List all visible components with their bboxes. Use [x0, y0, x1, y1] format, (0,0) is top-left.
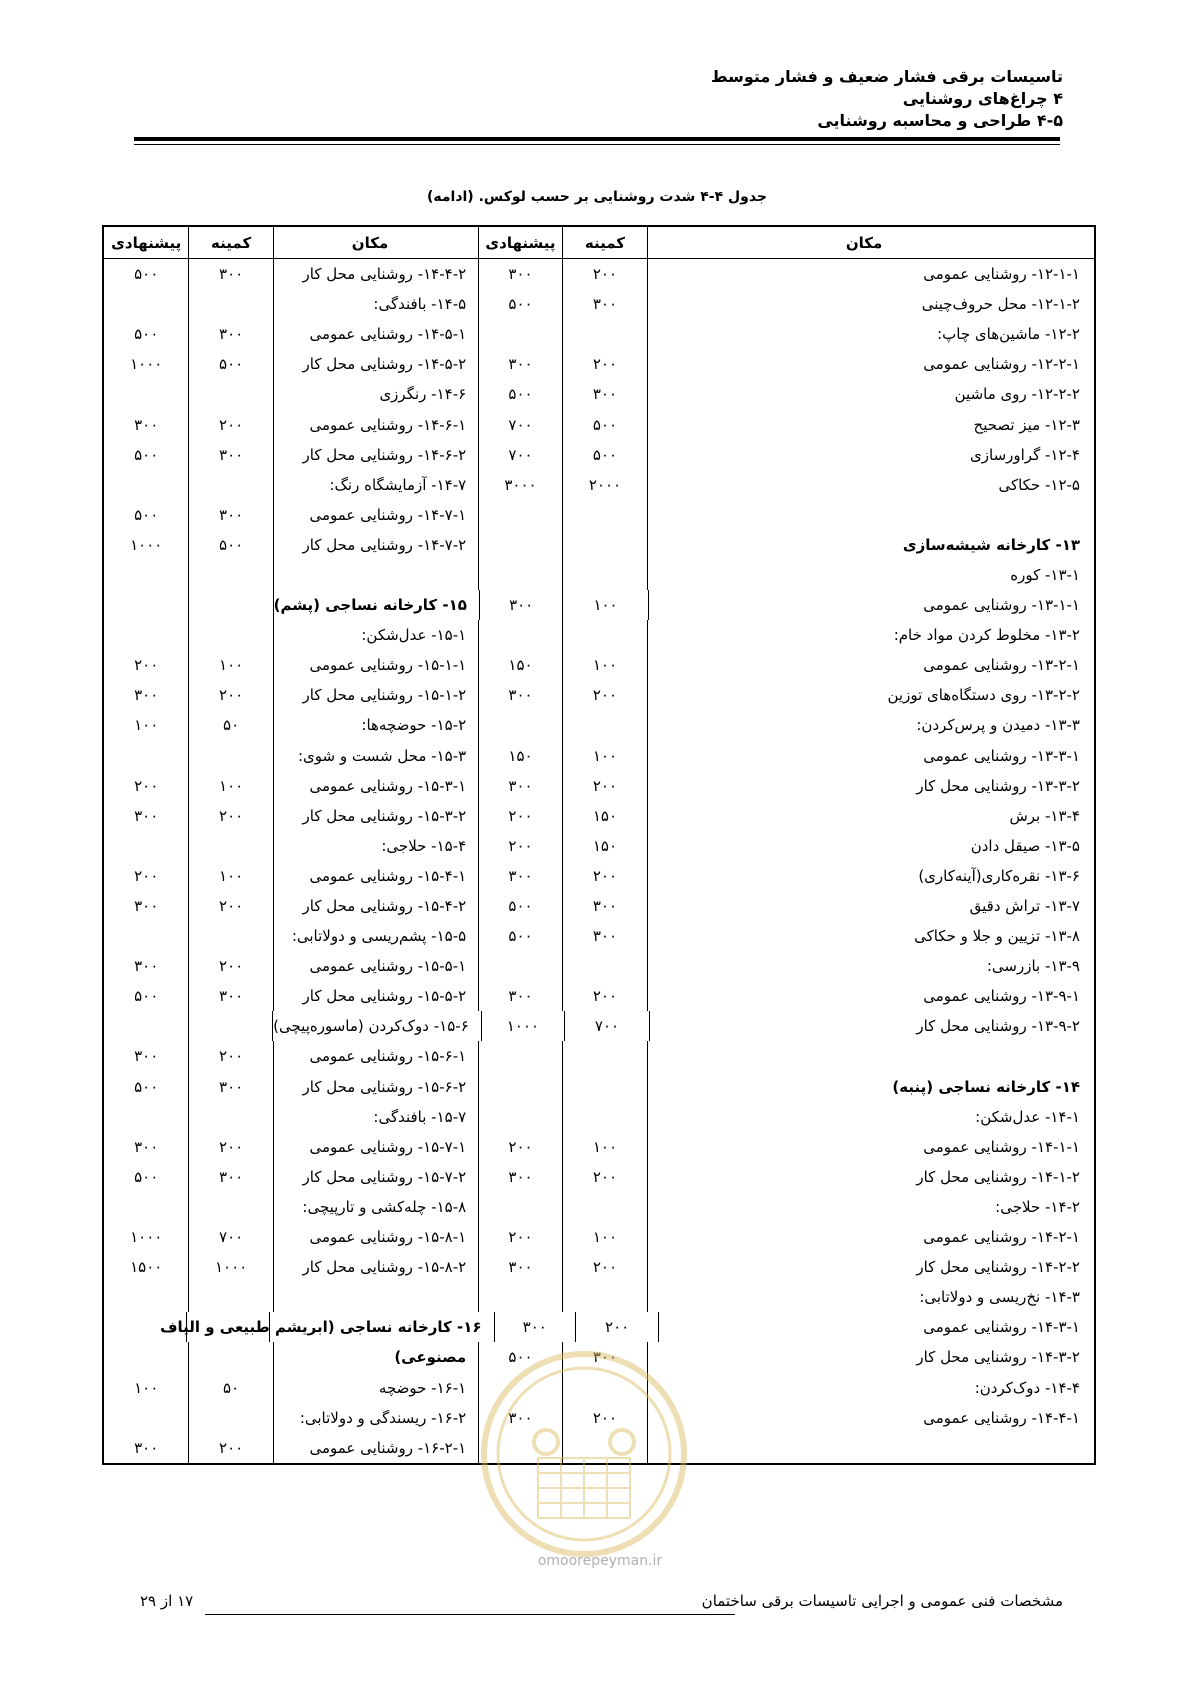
- cell-min-left: [188, 289, 272, 319]
- cell-place-left: ۱۵-۷-۱- روشنایی عمومی: [273, 1132, 478, 1162]
- cell-min-right: [562, 1072, 647, 1102]
- table-row: [104, 1041, 1094, 1071]
- table-row: [104, 1072, 1094, 1102]
- cell-suggested-right: ۳۰۰: [478, 981, 562, 1011]
- cell-place-left: ۱۵-۶-۱- روشنایی عمومی: [273, 1041, 478, 1071]
- cell-min-right: ۲۰۰: [562, 259, 647, 289]
- cell-min-left: ۵۰۰: [188, 530, 272, 560]
- header-line-2: ۴ چراغ‌های روشنایی: [902, 89, 1063, 108]
- cell-place-right: ۱۲-۱-۲- محل حروف‌چینی: [647, 289, 1094, 319]
- cell-suggested-right: [478, 500, 562, 530]
- table-row: [104, 1282, 1094, 1312]
- cell-suggested-right: [478, 710, 562, 740]
- table-body: [104, 259, 1094, 1463]
- cell-suggested-right: ۳۰۰: [478, 861, 562, 891]
- cell-min-right: [562, 710, 647, 740]
- cell-suggested-left: ۱۰۰: [134, 1378, 159, 1397]
- cell-place-right: ۱۳-۲-۱- روشنایی عمومی: [647, 650, 1094, 680]
- cell-suggested-left: [104, 1342, 188, 1372]
- cell-place-left: [273, 1282, 478, 1312]
- cell-suggested-left: ۲۰۰: [134, 866, 159, 885]
- table-row: [104, 1011, 1094, 1041]
- cell-suggested-right: ۲۰۰: [478, 831, 562, 861]
- cell-min-left: [188, 831, 272, 861]
- table-row: [104, 981, 1094, 1011]
- cell-min-left: ۲۰۰: [188, 680, 272, 710]
- header-place: مکان: [647, 227, 1094, 258]
- cell-min-left: ۷۰۰: [188, 1222, 272, 1252]
- cell-suggested-left: [104, 1403, 188, 1433]
- cell-place-left: ۱۵-۸-۱- روشنایی عمومی: [273, 1222, 478, 1252]
- cell-min-left: ۳۰۰: [188, 1072, 272, 1102]
- table-row: [104, 1252, 1094, 1282]
- cell-place-right: ۱۴-۲-۲- روشنایی محل کار: [647, 1252, 1094, 1282]
- cell-min-right: [562, 1041, 647, 1071]
- cell-min-left: ۳۰۰: [188, 440, 272, 470]
- table-row: [104, 440, 1094, 470]
- cell-min-right: ۲۰۰: [562, 1403, 647, 1433]
- cell-suggested-right: ۳۰۰: [478, 1162, 562, 1192]
- cell-place-right: ۱۴-۳-۱- روشنایی عمومی: [658, 1312, 1094, 1342]
- cell-suggested-right: ۳۰۰: [479, 590, 562, 620]
- cell-min-right: ۳۰۰: [562, 379, 647, 409]
- cell-min-right: ۳۰۰: [562, 289, 647, 319]
- cell-place-left: ۱۶-۲- ریسندگی و دولاتابی:: [273, 1403, 478, 1433]
- table-caption: جدول ۴-۴ شدت روشنایی بر حسب لوکس. (ادامه): [426, 189, 768, 205]
- cell-min-left: [188, 741, 272, 771]
- cell-min-right: ۲۰۰۰: [562, 470, 647, 500]
- cell-suggested-right: ۱۵۰: [478, 741, 562, 771]
- header-place: مکان: [273, 227, 478, 258]
- table-row: [104, 1132, 1094, 1162]
- cell-suggested-right: ۳۰۰: [478, 349, 562, 379]
- cell-min-left: ۵۰: [188, 1372, 272, 1402]
- cell-place-right: ۱۳-۳-۱- روشنایی عمومی: [647, 741, 1094, 771]
- cell-suggested-left: [104, 1102, 188, 1132]
- cell-min-right: ۲۰۰: [562, 1252, 647, 1282]
- table-row: [104, 741, 1094, 771]
- table-row: [104, 831, 1094, 861]
- cell-min-right: ۳۰۰: [562, 921, 647, 951]
- cell-min-left: ۳۰۰: [188, 319, 272, 349]
- cell-suggested-left: ۳۰۰: [134, 1438, 159, 1457]
- cell-suggested-right: ۲۰۰: [478, 1222, 562, 1252]
- cell-suggested-right: ۳۰۰: [478, 259, 562, 289]
- table-row: [104, 1162, 1094, 1192]
- cell-min-left: [188, 1342, 272, 1372]
- cell-place-left: ۱۵-۴-۱- روشنایی عمومی: [273, 861, 478, 891]
- cell-suggested-right: ۱۰۰۰: [481, 1011, 564, 1041]
- cell-min-right: ۵۰۰: [562, 440, 647, 470]
- cell-place-left: ۱۵-۵-۲- روشنایی محل کار: [273, 981, 478, 1011]
- cell-suggested-left: [104, 831, 188, 861]
- cell-suggested-left: [104, 590, 188, 620]
- cell-min-left: ۵۰۰: [188, 349, 272, 379]
- cell-suggested-right: ۵۰۰: [478, 891, 562, 921]
- header-line-3: ۴-۵ طراحی و محاسبه روشنایی: [817, 111, 1063, 130]
- table-row: [104, 379, 1094, 409]
- cell-place-right: ۱۳-۸- تزیین و جلا و حکاکی: [647, 921, 1094, 951]
- cell-place-left: ۱۵-۸- چله‌کشی و تارپیچی:: [273, 1192, 478, 1222]
- table-row: [104, 861, 1094, 891]
- cell-place-right: ۱۳-۱- کوره: [647, 560, 1094, 590]
- table-row: [104, 1192, 1094, 1222]
- table-row: [104, 530, 1094, 560]
- page-header: [103, 66, 1063, 132]
- cell-suggested-right: ۷۰۰: [478, 409, 562, 439]
- cell-suggested-left: ۱۰۰: [134, 716, 159, 735]
- cell-place-left: ۱۴-۶-۲- روشنایی محل کار: [273, 440, 478, 470]
- table-row: [104, 470, 1094, 500]
- cell-min-right: [562, 500, 647, 530]
- cell-place-left: ۱۴-۵-۱- روشنایی عمومی: [273, 319, 478, 349]
- table-row: [104, 1222, 1094, 1252]
- cell-min-right: [562, 620, 647, 650]
- cell-suggested-right: ۷۰۰: [478, 440, 562, 470]
- cell-suggested-right: ۵۰۰: [478, 1342, 562, 1372]
- cell-place-left: ۱۶-۲-۱- روشنایی عمومی: [273, 1433, 478, 1463]
- cell-suggested-left: [104, 1312, 186, 1342]
- cell-min-left: ۱۰۰: [188, 771, 272, 801]
- table-row: [104, 349, 1094, 379]
- cell-min-left: ۱۰۰۰: [188, 1252, 272, 1282]
- cell-place-left: ۱۵-۳-۱- روشنایی عمومی: [273, 771, 478, 801]
- cell-place-right: ۱۳-۳- دمیدن و پرس‌کردن:: [647, 710, 1094, 740]
- table-row: [104, 259, 1094, 289]
- header-min: کمینه: [562, 227, 647, 258]
- cell-place-right: ۱۴-۴-۱- روشنایی عمومی: [647, 1403, 1094, 1433]
- header-line-1: تاسیسات برقی فشار ضعیف و فشار متوسط: [710, 67, 1063, 86]
- cell-place-left: ۱۶- کارخانه نساجی (ابریشم طبیعی و الیاف: [269, 1312, 494, 1342]
- cell-suggested-left: ۳۰۰: [134, 897, 159, 916]
- cell-suggested-left: ۲۰۰: [134, 656, 159, 675]
- cell-min-right: [562, 1282, 647, 1312]
- cell-suggested-left: ۵۰۰: [134, 1077, 159, 1096]
- cell-place-right: ۱۳-۱-۱- روشنایی عمومی: [648, 590, 1094, 620]
- cell-min-right: ۱۵۰: [562, 801, 647, 831]
- table-row: [104, 1102, 1094, 1132]
- cell-min-left: ۳۰۰: [188, 981, 272, 1011]
- cell-place-right: [647, 500, 1094, 530]
- table-row: [104, 771, 1094, 801]
- cell-min-left: [188, 1192, 272, 1222]
- cell-suggested-right: ۳۰۰: [478, 1252, 562, 1282]
- cell-place-left: ۱۵-۶- دوک‌کردن (ماسوره‌پیچی): [272, 1011, 481, 1041]
- cell-min-left: [188, 379, 272, 409]
- cell-min-right: ۲۰۰: [562, 861, 647, 891]
- cell-suggested-right: [478, 1192, 562, 1222]
- header-suggested: پیشنهادی: [111, 233, 182, 252]
- cell-place-right: ۱۳-۹-۱- روشنایی عمومی: [647, 981, 1094, 1011]
- cell-suggested-right: [478, 1041, 562, 1071]
- table-row: [104, 620, 1094, 650]
- cell-place-right: [647, 1041, 1094, 1071]
- cell-suggested-right: ۵۰۰: [478, 289, 562, 319]
- cell-place-left: ۱۵-۷-۲- روشنایی محل کار: [273, 1162, 478, 1192]
- cell-suggested-right: [478, 1072, 562, 1102]
- cell-min-right: [562, 319, 647, 349]
- table-row: [104, 951, 1094, 981]
- cell-suggested-left: ۳۰۰: [134, 806, 159, 825]
- cell-place-left: ۱۵-۳- محل شست و شوی:: [273, 741, 478, 771]
- footer-page-number: ۱۷ از ۲۹: [140, 1592, 194, 1610]
- cell-suggested-left: [104, 470, 188, 500]
- cell-suggested-left: ۵۰۰: [134, 325, 159, 344]
- cell-min-left: ۲۰۰: [188, 1132, 272, 1162]
- cell-place-left: ۱۴-۵- بافندگی:: [273, 289, 478, 319]
- cell-suggested-left: ۵۰۰: [134, 265, 159, 284]
- cell-min-right: ۲۰۰: [562, 1162, 647, 1192]
- table-row: [104, 891, 1094, 921]
- cell-suggested-right: ۵۰۰: [478, 921, 562, 951]
- cell-place-left: ۱۵-۱- عدل‌شکن:: [273, 620, 478, 650]
- cell-min-right: ۱۰۰: [562, 650, 647, 680]
- table-row: [104, 650, 1094, 680]
- cell-place-right: ۱۳-۳-۲- روشنایی محل کار: [647, 771, 1094, 801]
- cell-min-right: [562, 1192, 647, 1222]
- cell-suggested-left: ۳۰۰: [134, 1137, 159, 1156]
- cell-suggested-left: [104, 1282, 188, 1312]
- cell-suggested-right: ۲۰۰: [478, 1132, 562, 1162]
- cell-suggested-left: [104, 741, 188, 771]
- cell-suggested-right: [478, 620, 562, 650]
- cell-place-left: ۱۴-۶- رنگرزی: [273, 379, 478, 409]
- table-row: [104, 921, 1094, 951]
- cell-suggested-left: [104, 379, 188, 409]
- cell-place-left: ۱۵-۳-۲- روشنایی محل کار: [273, 801, 478, 831]
- cell-suggested-right: [478, 1282, 562, 1312]
- header-rule-thin: [134, 144, 1060, 145]
- cell-place-right: ۱۴- کارخانه نساجی (پنبه): [647, 1072, 1094, 1102]
- footer-doc-title: مشخصات فنی عمومی و اجرایی تاسیسات برقی ساختمان: [701, 1592, 1063, 1610]
- cell-place-right: ۱۳-۶- نقره‌کاری(آینه‌کاری): [647, 861, 1094, 891]
- cell-place-left: ۱۶-۱- حوضچه: [273, 1372, 478, 1402]
- cell-place-right: ۱۲-۲-۲- روی ماشین: [647, 379, 1094, 409]
- cell-min-right: [562, 560, 647, 590]
- cell-min-right: ۱۰۰: [562, 741, 647, 771]
- cell-place-right: [647, 1433, 1094, 1463]
- cell-min-left: ۱۰۰: [188, 861, 272, 891]
- cell-suggested-right: ۱۵۰: [478, 650, 562, 680]
- cell-suggested-left: ۵۰۰: [134, 1167, 159, 1186]
- cell-min-left: [188, 1282, 272, 1312]
- cell-place-right: ۱۲-۳- میز تصحیح: [647, 409, 1094, 439]
- cell-suggested-right: ۳۰۰: [478, 1403, 562, 1433]
- cell-place-left: [273, 560, 478, 590]
- cell-min-right: ۱۵۰: [562, 831, 647, 861]
- table-row: [104, 289, 1094, 319]
- cell-place-right: ۱۳-۲- مخلوط کردن مواد خام:: [647, 620, 1094, 650]
- cell-place-left: مصنوعی): [273, 1342, 478, 1372]
- cell-min-right: ۳۰۰: [562, 1342, 647, 1372]
- cell-suggested-left: ۳۰۰: [134, 686, 159, 705]
- cell-suggested-left: ۱۰۰۰: [130, 1228, 163, 1247]
- table-row: [104, 319, 1094, 349]
- cell-min-left: [186, 1312, 268, 1342]
- cell-min-left: ۵۰: [188, 710, 272, 740]
- cell-min-left: [188, 590, 272, 620]
- cell-suggested-left: ۲۰۰: [134, 776, 159, 795]
- cell-place-left: ۱۵-۵-۱- روشنایی عمومی: [273, 951, 478, 981]
- cell-place-right: ۱۴-۱- عدل‌شکن:: [647, 1102, 1094, 1132]
- cell-min-left: [188, 1011, 272, 1041]
- cell-min-left: ۲۰۰: [188, 891, 272, 921]
- cell-suggested-right: [478, 560, 562, 590]
- cell-place-right: ۱۳- کارخانه شیشه‌سازی: [647, 530, 1094, 560]
- cell-place-left: ۱۵-۷- بافندگی:: [273, 1102, 478, 1132]
- table-row: [104, 560, 1094, 590]
- cell-suggested-left: [104, 1011, 188, 1041]
- cell-min-right: [562, 1102, 647, 1132]
- cell-place-right: ۱۴-۳-۲- روشنایی محل کار: [647, 1342, 1094, 1372]
- cell-min-left: ۲۰۰: [188, 1433, 272, 1463]
- cell-place-right: ۱۴-۱-۲- روشنایی محل کار: [647, 1162, 1094, 1192]
- cell-place-left: ۱۵-۱-۱- روشنایی عمومی: [273, 650, 478, 680]
- cell-min-left: ۳۰۰: [188, 1162, 272, 1192]
- cell-suggested-left: ۳۰۰: [134, 1047, 159, 1066]
- cell-place-left: ۱۵-۱-۲- روشنایی محل کار: [273, 680, 478, 710]
- cell-min-left: [188, 1102, 272, 1132]
- cell-suggested-left: [104, 921, 188, 951]
- cell-suggested-right: [478, 1102, 562, 1132]
- cell-min-right: ۵۰۰: [562, 409, 647, 439]
- cell-min-right: [562, 530, 647, 560]
- cell-suggested-right: ۳۰۰: [478, 680, 562, 710]
- cell-min-left: ۳۰۰: [188, 259, 272, 289]
- cell-suggested-right: ۳۰۰: [494, 1312, 575, 1342]
- cell-place-left: ۱۴-۷-۱- روشنایی عمومی: [273, 500, 478, 530]
- cell-min-left: ۳۰۰: [188, 500, 272, 530]
- cell-suggested-left: ۱۰۰۰: [130, 355, 163, 374]
- cell-min-left: [188, 470, 272, 500]
- cell-suggested-left: ۱۵۰۰: [130, 1258, 163, 1277]
- cell-place-right: ۱۳-۹-۲- روشنایی محل کار: [649, 1011, 1094, 1041]
- cell-place-right: ۱۴-۴- دوک‌کردن:: [647, 1372, 1094, 1402]
- cell-suggested-right: ۵۰۰: [478, 379, 562, 409]
- cell-place-right: ۱۳-۵- صیقل دادن: [647, 831, 1094, 861]
- cell-place-right: ۱۳-۴- برش: [647, 801, 1094, 831]
- table-row: [104, 710, 1094, 740]
- cell-place-left: ۱۴-۶-۱- روشنایی عمومی: [273, 409, 478, 439]
- cell-place-left: ۱۴-۴-۲- روشنایی محل کار: [273, 259, 478, 289]
- cell-min-right: ۱۰۰: [562, 590, 647, 620]
- cell-place-right: ۱۲-۲- ماشین‌های چاپ:: [647, 319, 1094, 349]
- cell-min-left: ۲۰۰: [188, 801, 272, 831]
- cell-place-left: ۱۵-۴- حلاجی:: [273, 831, 478, 861]
- table-row: [104, 500, 1094, 530]
- cell-min-right: ۳۰۰: [562, 891, 647, 921]
- illuminance-table: [102, 225, 1096, 1465]
- cell-min-right: ۱۰۰: [562, 1132, 647, 1162]
- cell-suggested-left: [104, 620, 188, 650]
- cell-place-right: ۱۳-۷- تراش دقیق: [647, 891, 1094, 921]
- cell-min-right: [562, 951, 647, 981]
- table-row: [104, 801, 1094, 831]
- cell-suggested-left: [104, 289, 188, 319]
- table-row: [104, 409, 1094, 439]
- header-min: کمینه: [188, 227, 272, 258]
- table-row: [104, 590, 1094, 620]
- footer-rule: [205, 1614, 735, 1615]
- cell-min-left: [188, 560, 272, 590]
- cell-min-left: ۲۰۰: [188, 1041, 272, 1071]
- cell-place-left: ۱۵-۸-۲- روشنایی محل کار: [273, 1252, 478, 1282]
- watermark-seal: [468, 1338, 700, 1570]
- cell-place-right: ۱۲-۱-۱- روشنایی عمومی: [647, 259, 1094, 289]
- cell-place-left: ۱۵- کارخانه نساجی (پشم): [273, 590, 479, 620]
- cell-suggested-left: ۵۰۰: [134, 505, 159, 524]
- cell-place-right: ۱۲-۵- حکاکی: [647, 470, 1094, 500]
- cell-place-right: ۱۴-۲- حلاجی:: [647, 1192, 1094, 1222]
- cell-min-right: ۲۰۰: [562, 349, 647, 379]
- cell-min-right: ۲۰۰: [575, 1312, 658, 1342]
- table-row: [104, 680, 1094, 710]
- cell-suggested-right: [478, 319, 562, 349]
- cell-suggested-right: [478, 530, 562, 560]
- cell-suggested-left: ۳۰۰: [134, 957, 159, 976]
- cell-min-right: ۲۰۰: [562, 771, 647, 801]
- header-suggested: پیشنهادی: [478, 227, 562, 258]
- cell-min-left: [188, 620, 272, 650]
- cell-place-left: ۱۵-۲- حوضچه‌ها:: [273, 710, 478, 740]
- cell-suggested-left: ۱۰۰۰: [130, 535, 163, 554]
- cell-min-left: ۲۰۰: [188, 409, 272, 439]
- cell-min-right: ۲۰۰: [562, 981, 647, 1011]
- cell-place-right: ۱۴-۱-۱- روشنایی عمومی: [647, 1132, 1094, 1162]
- header-rule-thick: [134, 137, 1060, 141]
- cell-suggested-left: ۳۰۰: [134, 415, 159, 434]
- cell-min-right: ۲۰۰: [562, 680, 647, 710]
- cell-suggested-left: [104, 560, 188, 590]
- cell-suggested-right: [478, 951, 562, 981]
- cell-suggested-left: ۵۰۰: [134, 987, 159, 1006]
- cell-min-left: ۲۰۰: [188, 951, 272, 981]
- cell-place-right: ۱۲-۲-۱- روشنایی عمومی: [647, 349, 1094, 379]
- cell-place-right: ۱۳-۹- بازرسی:: [647, 951, 1094, 981]
- cell-place-left: ۱۴-۷- آزمایشگاه رنگ:: [273, 470, 478, 500]
- cell-place-right: ۱۴-۲-۱- روشنایی عمومی: [647, 1222, 1094, 1252]
- cell-suggested-right: ۲۰۰: [478, 801, 562, 831]
- cell-min-left: [188, 1403, 272, 1433]
- table-header-row: [104, 227, 1094, 259]
- cell-min-left: ۱۰۰: [188, 650, 272, 680]
- cell-min-right: ۷۰۰: [564, 1011, 649, 1041]
- cell-suggested-right: ۳۰۰۰: [478, 470, 562, 500]
- cell-place-left: ۱۵-۶-۲- روشنایی محل کار: [273, 1072, 478, 1102]
- cell-place-left: ۱۴-۷-۲- روشنایی محل کار: [273, 530, 478, 560]
- cell-place-left: ۱۵-۴-۲- روشنایی محل کار: [273, 891, 478, 921]
- cell-place-right: ۱۲-۴- گراورسازی: [647, 440, 1094, 470]
- watermark-site: omoorepeyman.ir: [537, 1553, 663, 1569]
- cell-suggested-left: [104, 1192, 188, 1222]
- cell-min-right: ۱۰۰: [562, 1222, 647, 1252]
- cell-suggested-left: ۵۰۰: [134, 445, 159, 464]
- cell-suggested-right: ۳۰۰: [478, 771, 562, 801]
- cell-place-right: ۱۴-۳- نخ‌ریسی و دولاتابی:: [647, 1282, 1094, 1312]
- cell-place-left: ۱۵-۵- پشم‌ریسی و دولاتابی:: [273, 921, 478, 951]
- cell-min-left: [188, 921, 272, 951]
- cell-place-left: ۱۴-۵-۲- روشنایی محل کار: [273, 349, 478, 379]
- cell-place-right: ۱۳-۲-۲- روی دستگاه‌های توزین: [647, 680, 1094, 710]
